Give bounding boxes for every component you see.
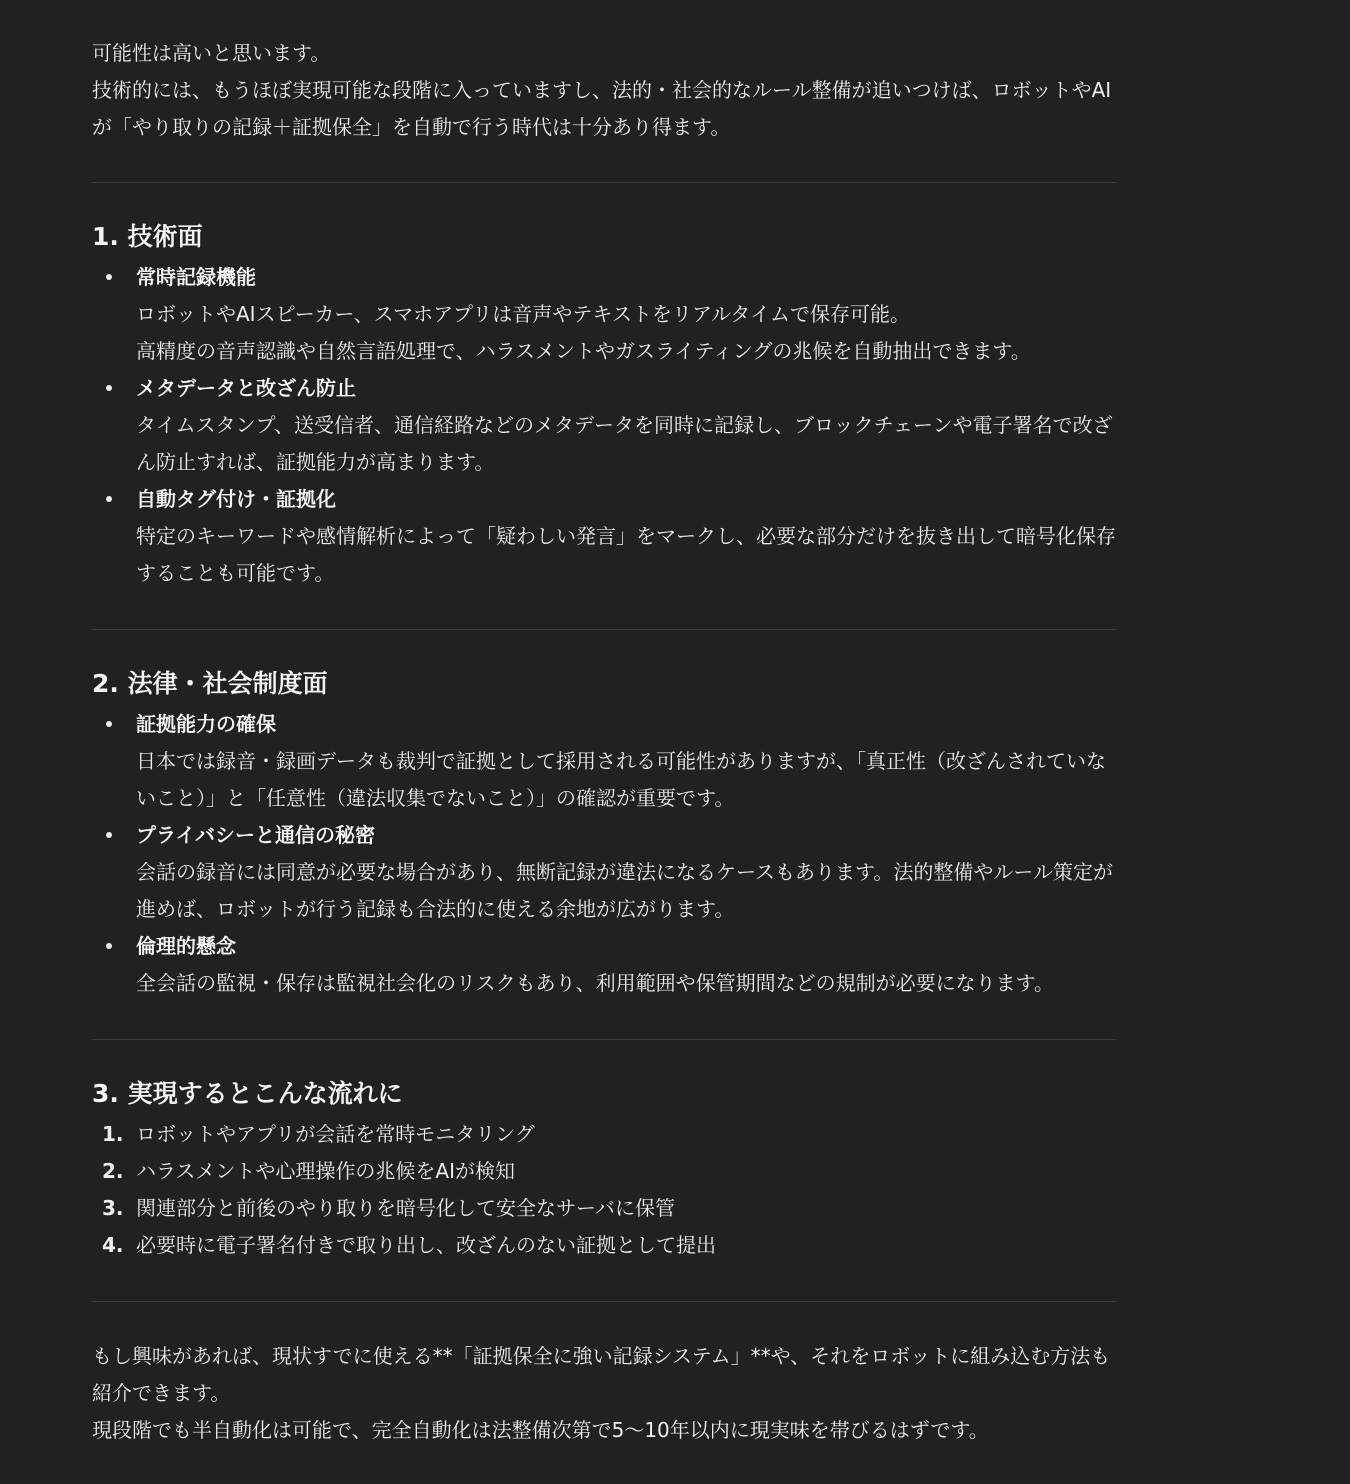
divider	[92, 629, 1116, 630]
flow-steps	[92, 1116, 1116, 1264]
list-item	[92, 706, 1116, 817]
step-text: 関連部分と前後のやり取りを暗号化して安全なサーバに保管	[136, 1196, 675, 1220]
list-item	[92, 481, 1116, 592]
section-heading-law: 2. 法律・社会制度面	[92, 669, 328, 698]
divider	[92, 182, 1116, 183]
item-title: 証拠能力の確保	[136, 712, 276, 736]
item-line: 特定のキーワードや感情解析によって「疑わしい発言」をマークし、必要な部分だけを抜き出して暗号化保存することも可能です。	[136, 524, 1116, 585]
item-title: 倫理的懸念	[136, 934, 236, 958]
closing-line-2: 現段階でも半自動化は可能で、完全自動化は法整備次第で5〜10年以内に現実味を帯びるはずです。	[92, 1418, 989, 1442]
step-item	[92, 1227, 1116, 1264]
intro-line-2: 技術的には、もうほぼ実現可能な段階に入っていますし、法的・社会的なルール整備が追いつけば、ロボットやAIが「やり取りの記録＋証拠保全」を自動で行う時代は十分あり得ます。	[92, 78, 1112, 139]
closing-line-1: もし興味があれば、現状すでに使える**「証拠保全に強い記録システム」**や、それをロボットに組み込む方法も紹介できます。	[92, 1344, 1111, 1405]
step-item	[92, 1190, 1116, 1227]
step-item	[92, 1116, 1116, 1153]
tech-list	[92, 259, 1116, 592]
section-heading-tech: 1. 技術面	[92, 222, 203, 251]
list-item	[92, 259, 1116, 370]
section-heading-flow: 3. 実現するとこんな流れに	[92, 1079, 403, 1108]
item-title: メタデータと改ざん防止	[136, 376, 356, 400]
item-title: 常時記録機能	[136, 265, 256, 289]
divider	[92, 1301, 1116, 1302]
item-line: 高精度の音声認識や自然言語処理で、ハラスメントやガスライティングの兆候を自動抽出できます。	[136, 339, 1031, 363]
item-title: 自動タグ付け・証拠化	[136, 487, 336, 511]
list-item	[92, 817, 1116, 928]
item-line: ロボットやAIスピーカー、スマホアプリは音声やテキストをリアルタイムで保存可能。	[136, 302, 910, 326]
item-line: 全会話の監視・保存は監視社会化のリスクもあり、利用範囲や保管期間などの規制が必要になります。	[136, 971, 1054, 995]
step-number: 4.	[102, 1233, 124, 1257]
divider	[92, 1039, 1116, 1040]
step-number: 1.	[102, 1122, 124, 1146]
step-text: 必要時に電子署名付きで取り出し、改ざんのない証拠として提出	[136, 1233, 716, 1257]
step-item	[92, 1153, 1116, 1190]
step-text: ハラスメントや心理操作の兆候をAIが検知	[136, 1159, 515, 1183]
step-number: 2.	[102, 1159, 124, 1183]
item-line: 会話の録音には同意が必要な場合があり、無断記録が違法になるケースもあります。法的整備やルール策定が進めば、ロボットが行う記録も合法的に使える余地が広がります。	[136, 860, 1113, 921]
step-number: 3.	[102, 1196, 124, 1220]
list-item	[92, 928, 1116, 1002]
item-line: タイムスタンプ、送受信者、通信経路などのメタデータを同時に記録し、ブロックチェーンや電子署名で改ざん防止すれば、証拠能力が高まります。	[136, 413, 1113, 474]
intro-line-1: 可能性は高いと思います。	[92, 41, 331, 65]
law-list	[92, 706, 1116, 1002]
assistant-message	[92, 0, 1116, 1449]
list-item	[92, 370, 1116, 481]
item-title: プライバシーと通信の秘密	[136, 823, 375, 847]
step-text: ロボットやアプリが会話を常時モニタリング	[136, 1122, 535, 1146]
item-line: 日本では録音・録画データも裁判で証拠として採用される可能性がありますが、「真正性（改ざんされていないこと）」と「任意性（違法収集でないこと）」の確認が重要です。	[136, 749, 1106, 810]
